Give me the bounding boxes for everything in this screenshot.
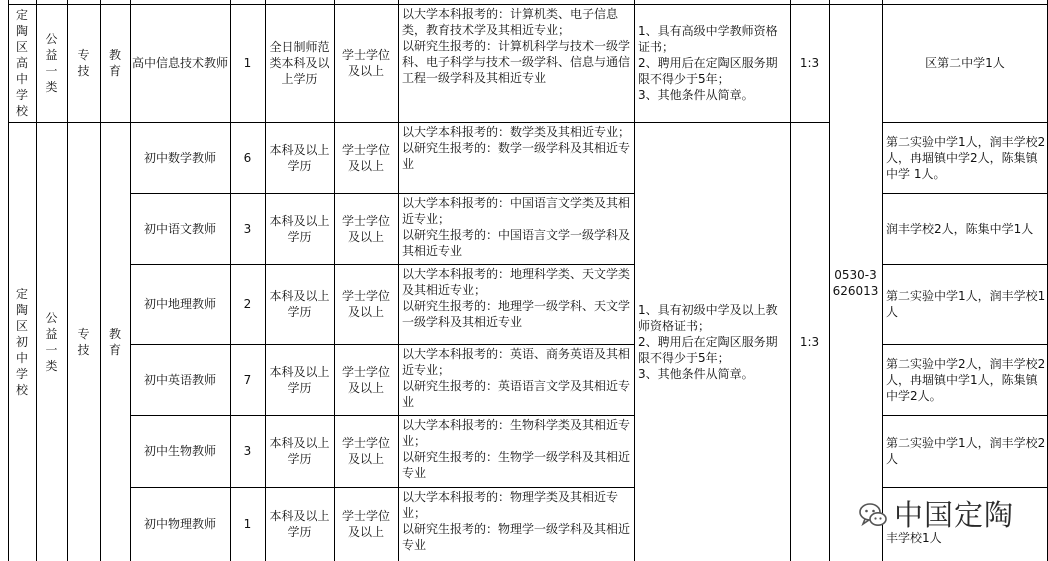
assignment: 第二实验中学1人，润丰学校2人 (886, 436, 1046, 466)
watermark (858, 494, 1028, 536)
category-middle: 公益一类 (45, 310, 58, 373)
field-high: 教育 (108, 48, 121, 78)
assignment: 丰学校1人 (886, 531, 942, 545)
major-requirement: 以大学本科报考的：地理科学类、天文学类及其相近专业； 以研究生报考的：地理学一级学科、天文学一级学科及其相近专业 (402, 267, 631, 329)
position-name: 初中物理教师 (143, 517, 216, 531)
assignment: 第二实验中学2人，润丰学校2人，冉堌镇中学1人，陈集镇中学2人。 (886, 356, 1046, 403)
position-name: 初中英语教师 (143, 372, 216, 387)
position-count: 3 (243, 221, 252, 236)
position-count: 7 (243, 372, 252, 387)
degree-requirement: 学士学位及以上 (341, 364, 390, 395)
education-requirement: 本科及以上学历 (269, 364, 330, 395)
position-count: 2 (243, 297, 252, 311)
position-count: 1 (243, 517, 252, 531)
assignment: 润丰学校2人，陈集中学1人 (886, 221, 1034, 236)
school-name-middle: 定陶区初中学校 (15, 286, 28, 397)
position-count: 1 (243, 56, 252, 70)
exam-ratio-high: 1:3 (799, 56, 820, 70)
other-requirement-high: 1、具有高级中学教师资格证书； 2、聘用后在定陶区服务期限不得少于5年； 3、其他条件从简章。 (638, 24, 778, 102)
position-name: 高中信息技术教师 (131, 56, 228, 70)
type-middle: 专技 (77, 326, 90, 357)
assignment: 第二实验中学1人，润丰学校2人，冉堌镇中学2人，陈集镇中学 1人。 (886, 134, 1046, 181)
position-name: 初中生物教师 (143, 444, 216, 458)
position-name: 初中地理教师 (143, 297, 216, 311)
degree-requirement: 学士学位及以上 (341, 289, 390, 319)
degree-requirement: 学士学位及以上 (341, 48, 390, 78)
major-requirement: 以大学本科报考的：英语、商务英语及其相近专业； 以研究生报考的：英语语言文学及其相近专业 (402, 347, 631, 409)
exam-ratio-middle: 1:3 (799, 334, 820, 349)
type-high: 专技 (77, 48, 90, 78)
degree-requirement: 学士学位及以上 (341, 436, 390, 466)
other-requirement-middle: 1、具有初级中学及以上教师资格证书； 2、聘用后在定陶区服务期限不得少于5年； 3、其他条件从简章。 (638, 302, 778, 381)
position-count: 3 (243, 444, 252, 458)
contact-phone: 0530-3626013 (832, 267, 879, 298)
major-requirement: 以大学本科报考的：物理学类及其相近专业； 以研究生报考的：物理学一级学科及其相近专业 (402, 490, 631, 552)
education-requirement: 本科及以上学历 (269, 289, 330, 319)
major-requirement: 以大学本科报考的：计算机类、电子信息类，教育技术学及其相近专业； 以研究生报考的：计算机科学与技术一级学科、电子科学与技术一级学科、信息与通信工程一级学科及其相近专业 (402, 7, 631, 85)
watermark-text: 中国定陶 (894, 498, 1015, 532)
education-requirement: 本科及以上学历 (269, 142, 330, 173)
education-requirement: 本科及以上学历 (269, 509, 330, 539)
degree-requirement: 学士学位及以上 (341, 213, 390, 244)
category-high: 公益一类 (45, 32, 58, 94)
wechat-icon (858, 500, 888, 530)
major-requirement: 以大学本科报考的：生物科学类及其相近专业； 以研究生报考的：生物学一级学科及其相近专业 (402, 418, 631, 480)
education-requirement: 本科及以上学历 (269, 436, 330, 466)
education-requirement: 本科及以上学历 (269, 213, 330, 244)
education-requirement: 全日制师范类本科及以上学历 (269, 40, 330, 86)
position-name: 初中语文教师 (143, 221, 216, 236)
school-name-high: 定陶区高中学校 (15, 8, 28, 118)
position-name: 初中数学教师 (143, 150, 216, 165)
assignment: 第二实验中学1人，润丰学校1人 (886, 289, 1046, 319)
field-middle: 教育 (108, 326, 121, 357)
assignment-high: 区第二中学1人 (925, 56, 1005, 70)
position-count: 6 (243, 150, 252, 165)
degree-requirement: 学士学位及以上 (341, 142, 390, 173)
major-requirement: 以大学本科报考的：中国语言文学类及其相近专业； 以研究生报考的：中国语言文学一级学科及其相近专业 (402, 196, 631, 258)
degree-requirement: 学士学位及以上 (341, 509, 390, 539)
major-requirement: 以大学本科报考的：数学类及其相近专业； 以研究生报考的：数学一级学科及其相近专业 (402, 125, 631, 171)
